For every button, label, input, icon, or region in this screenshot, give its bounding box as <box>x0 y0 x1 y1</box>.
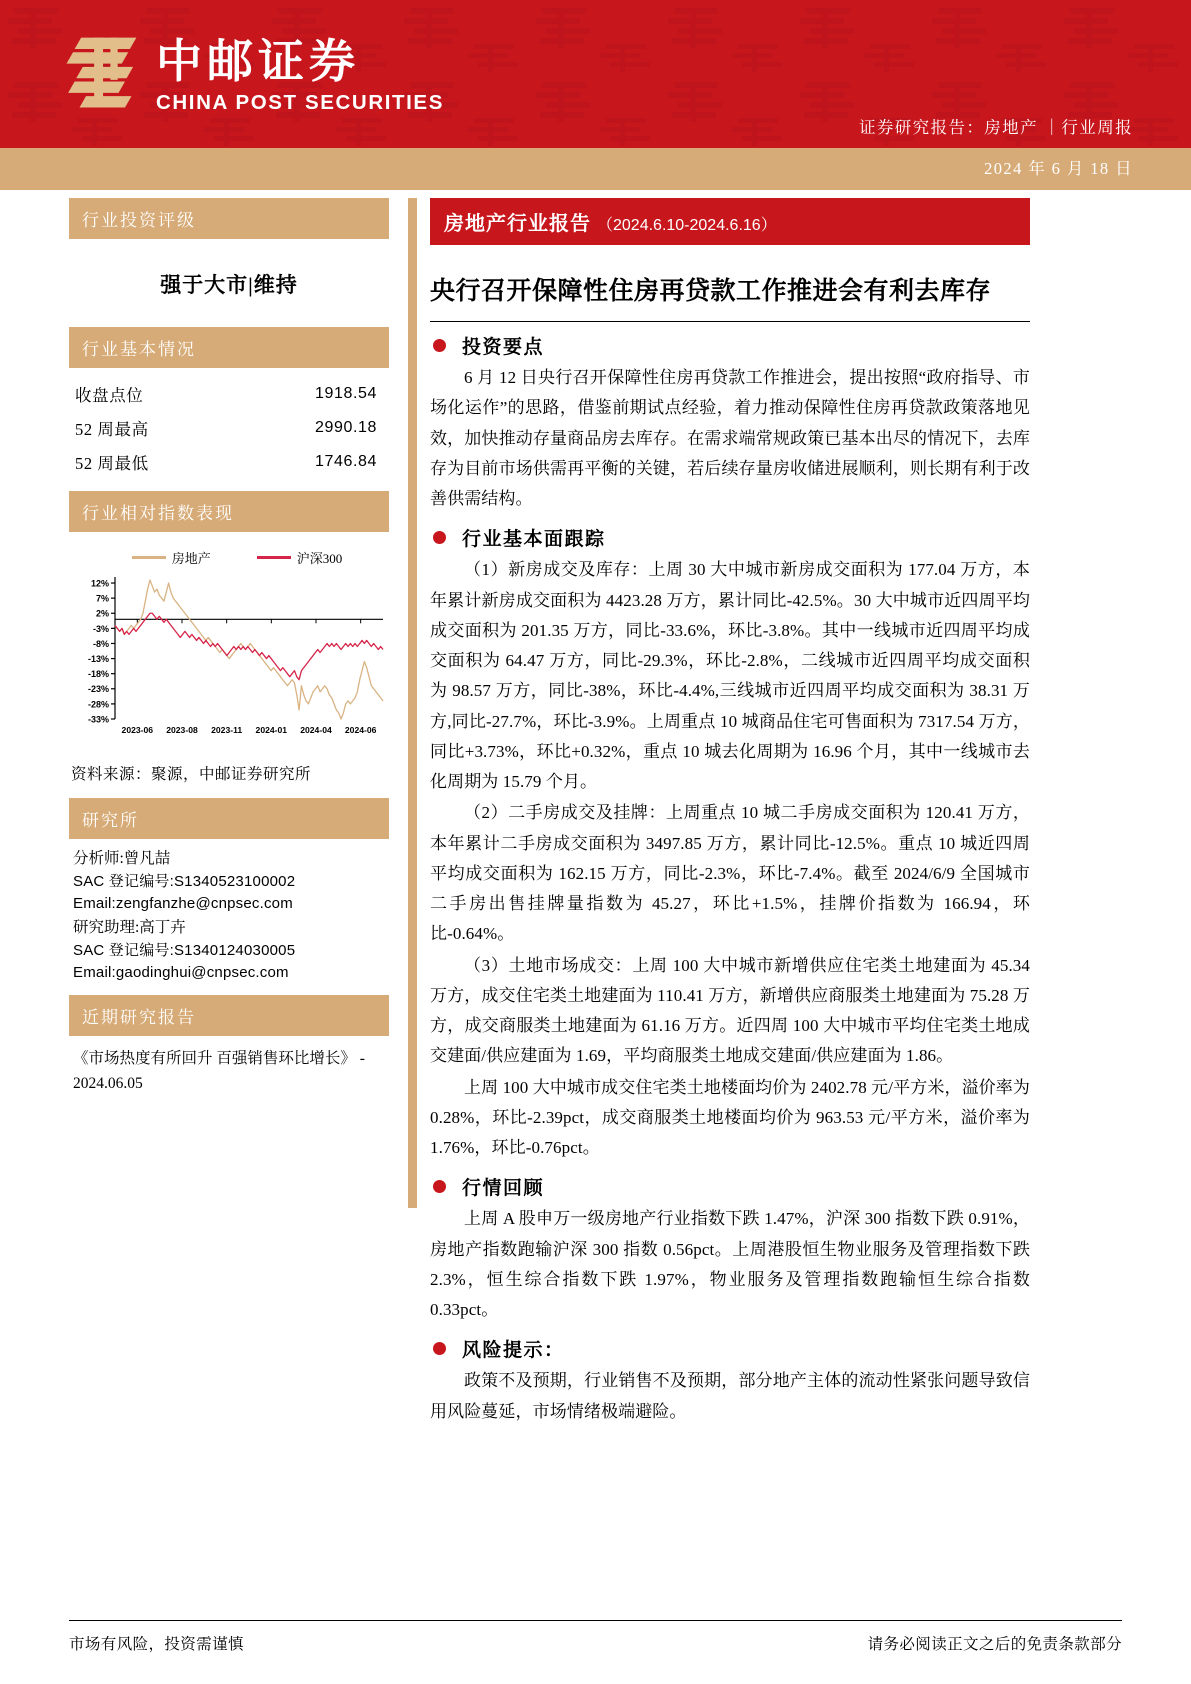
row-label: 52 周最高 <box>75 420 149 439</box>
row-label: 52 周最低 <box>75 454 149 473</box>
brand-name-cn: 中邮证券 <box>156 35 360 87</box>
body-paragraph: 6 月 12 日央行召开保障性住房再贷款工作推进会，提出按照“政府指导、市场化运作”的思路，借鉴前期试点经验，着力推动保障性住房再贷款政策落地见效，加快推动存量商品房去库存。在需求端常规政策已基本出尽的情况下，去库存为目前市场供需再平衡的关键，若后续存量房收储进展顺利，则长期有利于改善供需结构。 <box>430 368 1030 508</box>
svg-text:2%: 2% <box>95 608 109 619</box>
list-item[interactable]: 《市场热度有所回升 百强销售环比增长》 - 2024.06.05 <box>73 1050 365 1093</box>
fundamentals-table <box>69 377 389 479</box>
sidebar-heading-index-performance: 行业相对指数表现 <box>69 491 389 532</box>
relative-index-chart <box>69 548 389 748</box>
header-subbar <box>0 148 1191 190</box>
analyst-info <box>69 839 389 989</box>
body-paragraph: 政策不及预期，行业销售不及预期，部分地产主体的流动性紧张问题导致信用风险蔓延，市场情绪极端避险。 <box>430 1371 1030 1421</box>
report-date-range: （2024.6.10-2024.6.16） <box>597 217 777 234</box>
svg-text:2023-11: 2023-11 <box>211 725 243 735</box>
investment-rating-value: 强于大市|维持 <box>160 273 298 297</box>
row-value: 1746.84 <box>314 453 377 470</box>
svg-text:2023-06: 2023-06 <box>121 725 154 735</box>
analyst-email[interactable]: Email:zengfanzhe@cnpsec.com <box>73 895 293 913</box>
footer-right-note: 请务必阅读正文之后的免责条款部分 <box>867 1636 1122 1653</box>
svg-text:-23%: -23% <box>87 684 109 695</box>
content-sections <box>430 332 1030 1427</box>
legend-label: 房地产 <box>171 551 211 566</box>
section-heading-label: 投资要点 <box>462 337 545 358</box>
section-heading <box>430 332 1030 359</box>
brand-name-en: CHINA POST SECURITIES <box>156 90 444 114</box>
svg-text:2024-01: 2024-01 <box>255 725 288 735</box>
legend-item-csi300 <box>257 548 343 567</box>
report-title-bar <box>430 198 1030 245</box>
svg-text:-8%: -8% <box>92 638 109 649</box>
table-row <box>69 445 389 479</box>
svg-text:2023-08: 2023-08 <box>166 725 198 735</box>
assistant-email[interactable]: Email:gaodinghui@cnpsec.com <box>73 964 289 982</box>
footer-divider <box>69 1620 1122 1621</box>
analyst-sac: SAC 登记编号:S1340523100002 <box>73 872 296 890</box>
table-row <box>69 377 389 411</box>
bullet-dot-icon <box>433 339 446 352</box>
breadcrumb: 证券研究报告：房地产 ｜行业周报 <box>858 118 1133 137</box>
body-paragraph: （3）土地市场成交：上周 100 大中城市新增供应住宅类土地建面为 45.34 万方，成交住宅类土地建面为 110.41 万方，新增供应商服类土地建面为 75.28 万方，成交商服类土地建面为 61.16 万方。近四周 100 大中城市平均住宅类土地成交建面/供应建面为 1.69，平均商服类土地成交建面/供应建面为 1.86。 <box>430 955 1030 1066</box>
section-heading-label: 风险提示： <box>462 1340 565 1362</box>
sidebar-heading-institute: 研究所 <box>69 798 389 839</box>
svg-text:-13%: -13% <box>87 653 109 664</box>
page-title: 央行召开保障性住房再贷款工作推进会有利去库存 <box>430 278 992 305</box>
report-label: 房地产行业报告 <box>444 213 591 235</box>
column-divider <box>408 198 417 1208</box>
analyst-name: 分析师:曾凡喆 <box>73 850 171 867</box>
sidebar-heading-fundamentals: 行业基本情况 <box>69 327 389 368</box>
body-paragraph: 上周 100 大中城市成交住宅类土地楼面均价为 2402.78 元/平方米，溢价率为 0.28%，环比-2.39pct，成交商服类土地楼面均价为 963.53 元/平方米，溢价率为 1.76%，环比-0.76pct。 <box>430 1077 1030 1157</box>
page-header <box>0 0 1191 148</box>
row-value: 1918.54 <box>314 385 377 402</box>
chart-legend <box>85 548 389 567</box>
bullet-dot-icon <box>433 1342 446 1355</box>
svg-text:-28%: -28% <box>87 699 109 710</box>
footer-left-note: 市场有风险，投资需谨慎 <box>69 1636 244 1653</box>
section-heading <box>430 1335 1030 1362</box>
table-row <box>69 411 389 445</box>
svg-text:-3%: -3% <box>92 623 109 634</box>
chart-source-note: 资料来源：聚源，中邮证券研究所 <box>71 766 312 783</box>
legend-label: 沪深300 <box>296 551 343 566</box>
svg-text:7%: 7% <box>95 593 109 604</box>
bullet-dot-icon <box>433 531 446 544</box>
title-divider <box>430 321 1030 322</box>
legend-item-realestate <box>132 548 211 567</box>
legend-swatch <box>257 556 291 559</box>
svg-text:2024-06: 2024-06 <box>344 725 377 735</box>
china-post-logo-icon <box>58 36 140 114</box>
body-paragraph: 上周 A 股申万一级房地产行业指数下跌 1.47%，沪深 300 指数下跌 0.91%，房地产指数跑输沪深 300 指数 0.56pct。上周港股恒生物业服务及管理指数下跌 2.3%，恒生综合指数下跌 1.97%，物业服务及管理指数跑输恒生综合指数 0.33pct。 <box>430 1209 1030 1319</box>
sidebar <box>69 198 389 1097</box>
main-content <box>430 198 1030 1428</box>
svg-text:-18%: -18% <box>87 669 109 680</box>
section-heading <box>430 524 1030 551</box>
row-value: 2990.18 <box>314 419 377 436</box>
chart-plot-area <box>69 569 389 745</box>
assistant-sac: SAC 登记编号:S1340124030005 <box>73 941 296 959</box>
report-date: 2024 年 6 月 18 日 <box>984 159 1133 178</box>
legend-swatch <box>132 556 166 559</box>
sidebar-heading-recent-reports: 近期研究报告 <box>69 995 389 1036</box>
svg-text:-33%: -33% <box>87 714 109 725</box>
bullet-dot-icon <box>433 1180 446 1193</box>
brand-logo <box>58 36 444 115</box>
section-heading-label: 行业基本面跟踪 <box>462 529 606 551</box>
page-footer <box>69 1632 1122 1654</box>
svg-text:2024-04: 2024-04 <box>300 725 332 735</box>
sidebar-heading-rating: 行业投资评级 <box>69 198 389 239</box>
svg-text:12%: 12% <box>90 578 109 589</box>
section-heading <box>430 1173 1030 1200</box>
body-paragraph: （2）二手房成交及挂牌：上周重点 10 城二手房成交面积为 120.41 万方，本年累计二手房成交面积为 3497.85 万方，累计同比-12.5%。重点 10 城近四周平均成交面积为 162.15 万方，同比-2.3%，环比-7.4%。截至 2024/6/9 全国城市二手房出售挂牌量指数为 45.27，环比+1.5%，挂牌价指数为 166.94，环比-0.64%。 <box>430 803 1030 944</box>
section-heading-label: 行情回顾 <box>462 1178 545 1200</box>
body-paragraph: （1）新房成交及库存：上周 30 大中城市新房成交面积为 177.04 万方，本年累计新房成交面积为 4423.28 万方，累计同比-42.5%。30 大中城市近四周平均成交面积为 201.35 万方，同比-33.6%，环比-3.8%。其中一线城市近四周平均成交面积为 64.47 万方，同比-29.3%，环比-2.8%，二线城市近四周平均成交面积为 98.57 万方，同比-38%，环比-4.4%,三线城市近四周平均成交面积为 38.31 万方,同比-27.7%，环比-3.9%。上周重点 10 城商品住宅可售面积为 7317.54 万方，同比+3.73%，环比+0.32%，重点 10 城去化周期为 16.96 个月，其中一线城市去化周期为 15.79 个月。 <box>430 560 1030 791</box>
recent-report-list <box>69 1036 389 1096</box>
assistant-name: 研究助理:高丁卉 <box>73 919 186 937</box>
page-body <box>0 190 1191 1684</box>
row-label: 收盘点位 <box>75 386 144 405</box>
